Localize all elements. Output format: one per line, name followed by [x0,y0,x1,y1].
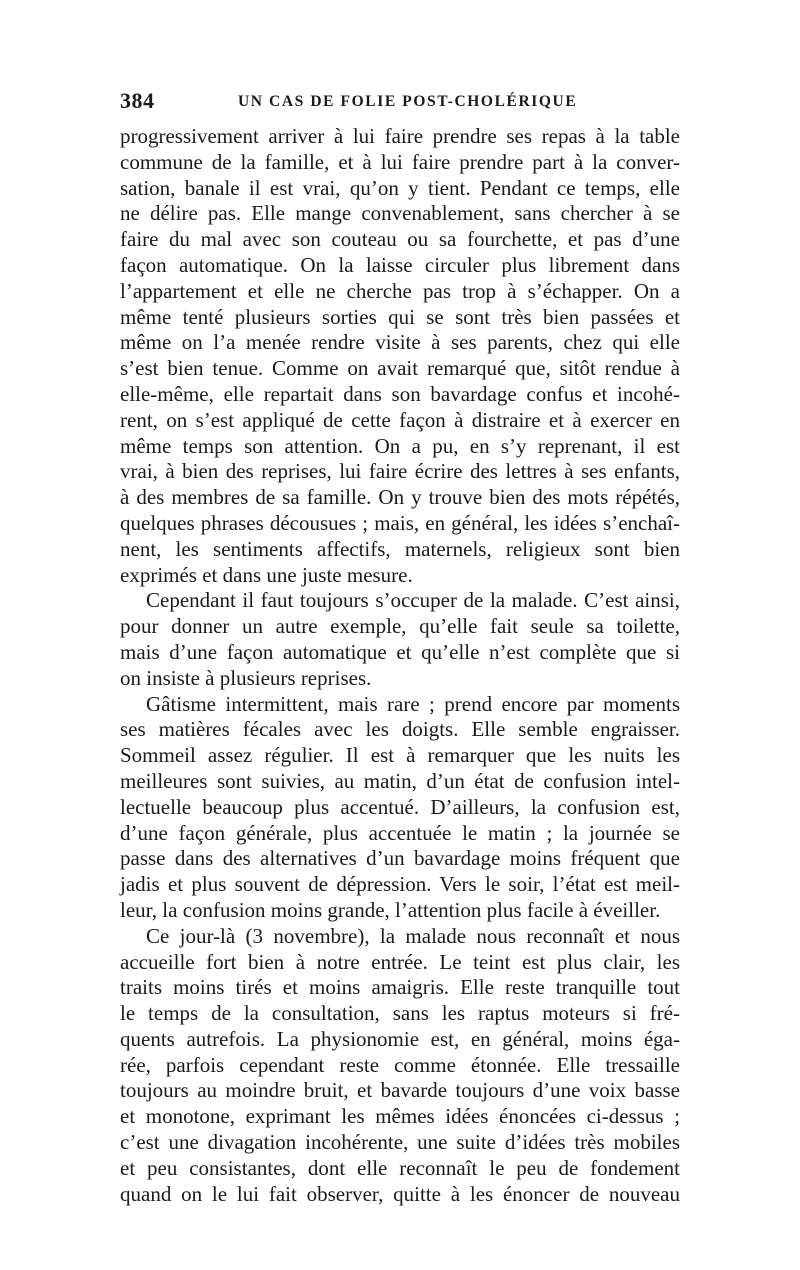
text-line: Gâtisme intermittent, mais rare ; prend encore par moments [146,691,680,716]
text-line: jadis et plus souvent de dépression. Vers le soir, l’état est meil- [120,872,680,897]
text-line: commune de la famille, et à lui faire prendre part à la conver- [120,149,680,174]
text-line: accueille fort bien à notre entrée. Le teint est plus clair, les [120,949,680,974]
text-line: façon automatique. On la laisse circuler plus librement dans [120,252,680,277]
text-line: mais d’une façon automatique et qu’elle n’est complète que si [120,639,680,664]
text-line: exprimés et dans une juste mesure. [120,562,413,587]
text-line: même tenté plusieurs sorties qui se sont très bien passées et [120,304,680,329]
text-line: Cependant il faut toujours s’occuper de la malade. C’est ainsi, [146,588,680,613]
text-line: même on l’a menée rendre visite à ses parents, chez qui elle [120,330,680,355]
text-line: passe dans des alternatives d’un bavardage moins fréquent que [120,846,680,871]
text-line: meilleures sont suivies, au matin, d’un état de confusion intel- [120,768,680,793]
text-line: rée, parfois cependant reste comme étonnée. Elle tressaille [120,1052,680,1077]
text-line: s’est bien tenue. Comme on avait remarqué que, sitôt rendue à [120,356,680,381]
text-line: progressivement arriver à lui faire prendre ses repas à la table [120,124,680,148]
text-line: à des membres de sa famille. On y trouve bien des mots répétés, [120,485,680,510]
text-line: l’appartement et elle ne cherche pas trop à s’échapper. On a [120,278,680,303]
text-line: elle-même, elle repartait dans son bavardage confus et incohé- [120,381,680,406]
text-line: faire du mal avec son couteau ou sa fourchette, et pas d’une [120,227,680,252]
body-text [120,124,680,1207]
text-line: quents autrefois. La physionomie est, en général, moins éga- [120,1026,680,1051]
text-line: même temps son attention. On a pu, en s’y reprenant, il est [120,433,680,458]
text-line: et monotone, exprimant les mêmes idées énoncées ci-dessus ; [120,1104,680,1129]
page-number: 384 [120,88,155,113]
text-line: lectuelle beaucoup plus accentué. D’ailleurs, la confusion est, [120,794,680,819]
text-line: quelques phrases décousues ; mais, en général, les idées s’enchaî- [120,510,680,535]
text-line: Ce jour-là (3 novembre), la malade nous reconnaît et nous [146,923,680,948]
text-line: le temps de la consultation, sans les raptus moteurs si fré- [120,1001,680,1026]
text-line: rent, on s’est appliqué de cette façon à distraire et à exercer en [120,407,680,432]
text-line: d’une façon générale, plus accentuée le matin ; la journée se [120,820,680,845]
text-line: et peu consistantes, dont elle reconnaît le peu de fondement [120,1155,680,1180]
text-line: ne délire pas. Elle mange convenablement, sans chercher à se [120,201,680,226]
text-line: on insiste à plusieurs reprises. [120,665,372,690]
text-line: Sommeil assez régulier. Il est à remarquer que les nuits les [120,743,680,768]
running-title: UN CAS DE FOLIE POST-CHOLÉRIQUE [238,93,578,110]
text-line: sation, banale il est vrai, qu’on y tient. Pendant ce temps, elle [120,175,680,200]
text-line: leur, la confusion moins grande, l’attention plus facile à éveiller. [120,897,661,922]
text-line: ses matières fécales avec les doigts. Elle semble engraisser. [120,717,680,742]
text-line: quand on le lui fait observer, quitte à les énoncer de nouveau [120,1181,680,1206]
page-header [120,88,680,114]
text-line: traits moins tirés et moins amaigris. Elle reste tranquille tout [120,975,680,1000]
text-line: vrai, à bien des reprises, lui faire écrire des lettres à ses enfants, [120,459,680,484]
text-line: c’est une divagation incohérente, une suite d’idées très mobiles [120,1130,680,1155]
text-line: pour donner un autre exemple, qu’elle fait seule sa toilette, [120,614,680,639]
text-line: toujours au moindre bruit, et bavarde toujours d’une voix basse [120,1078,680,1103]
text-line: nent, les sentiments affectifs, maternels, religieux sont bien [120,536,680,561]
